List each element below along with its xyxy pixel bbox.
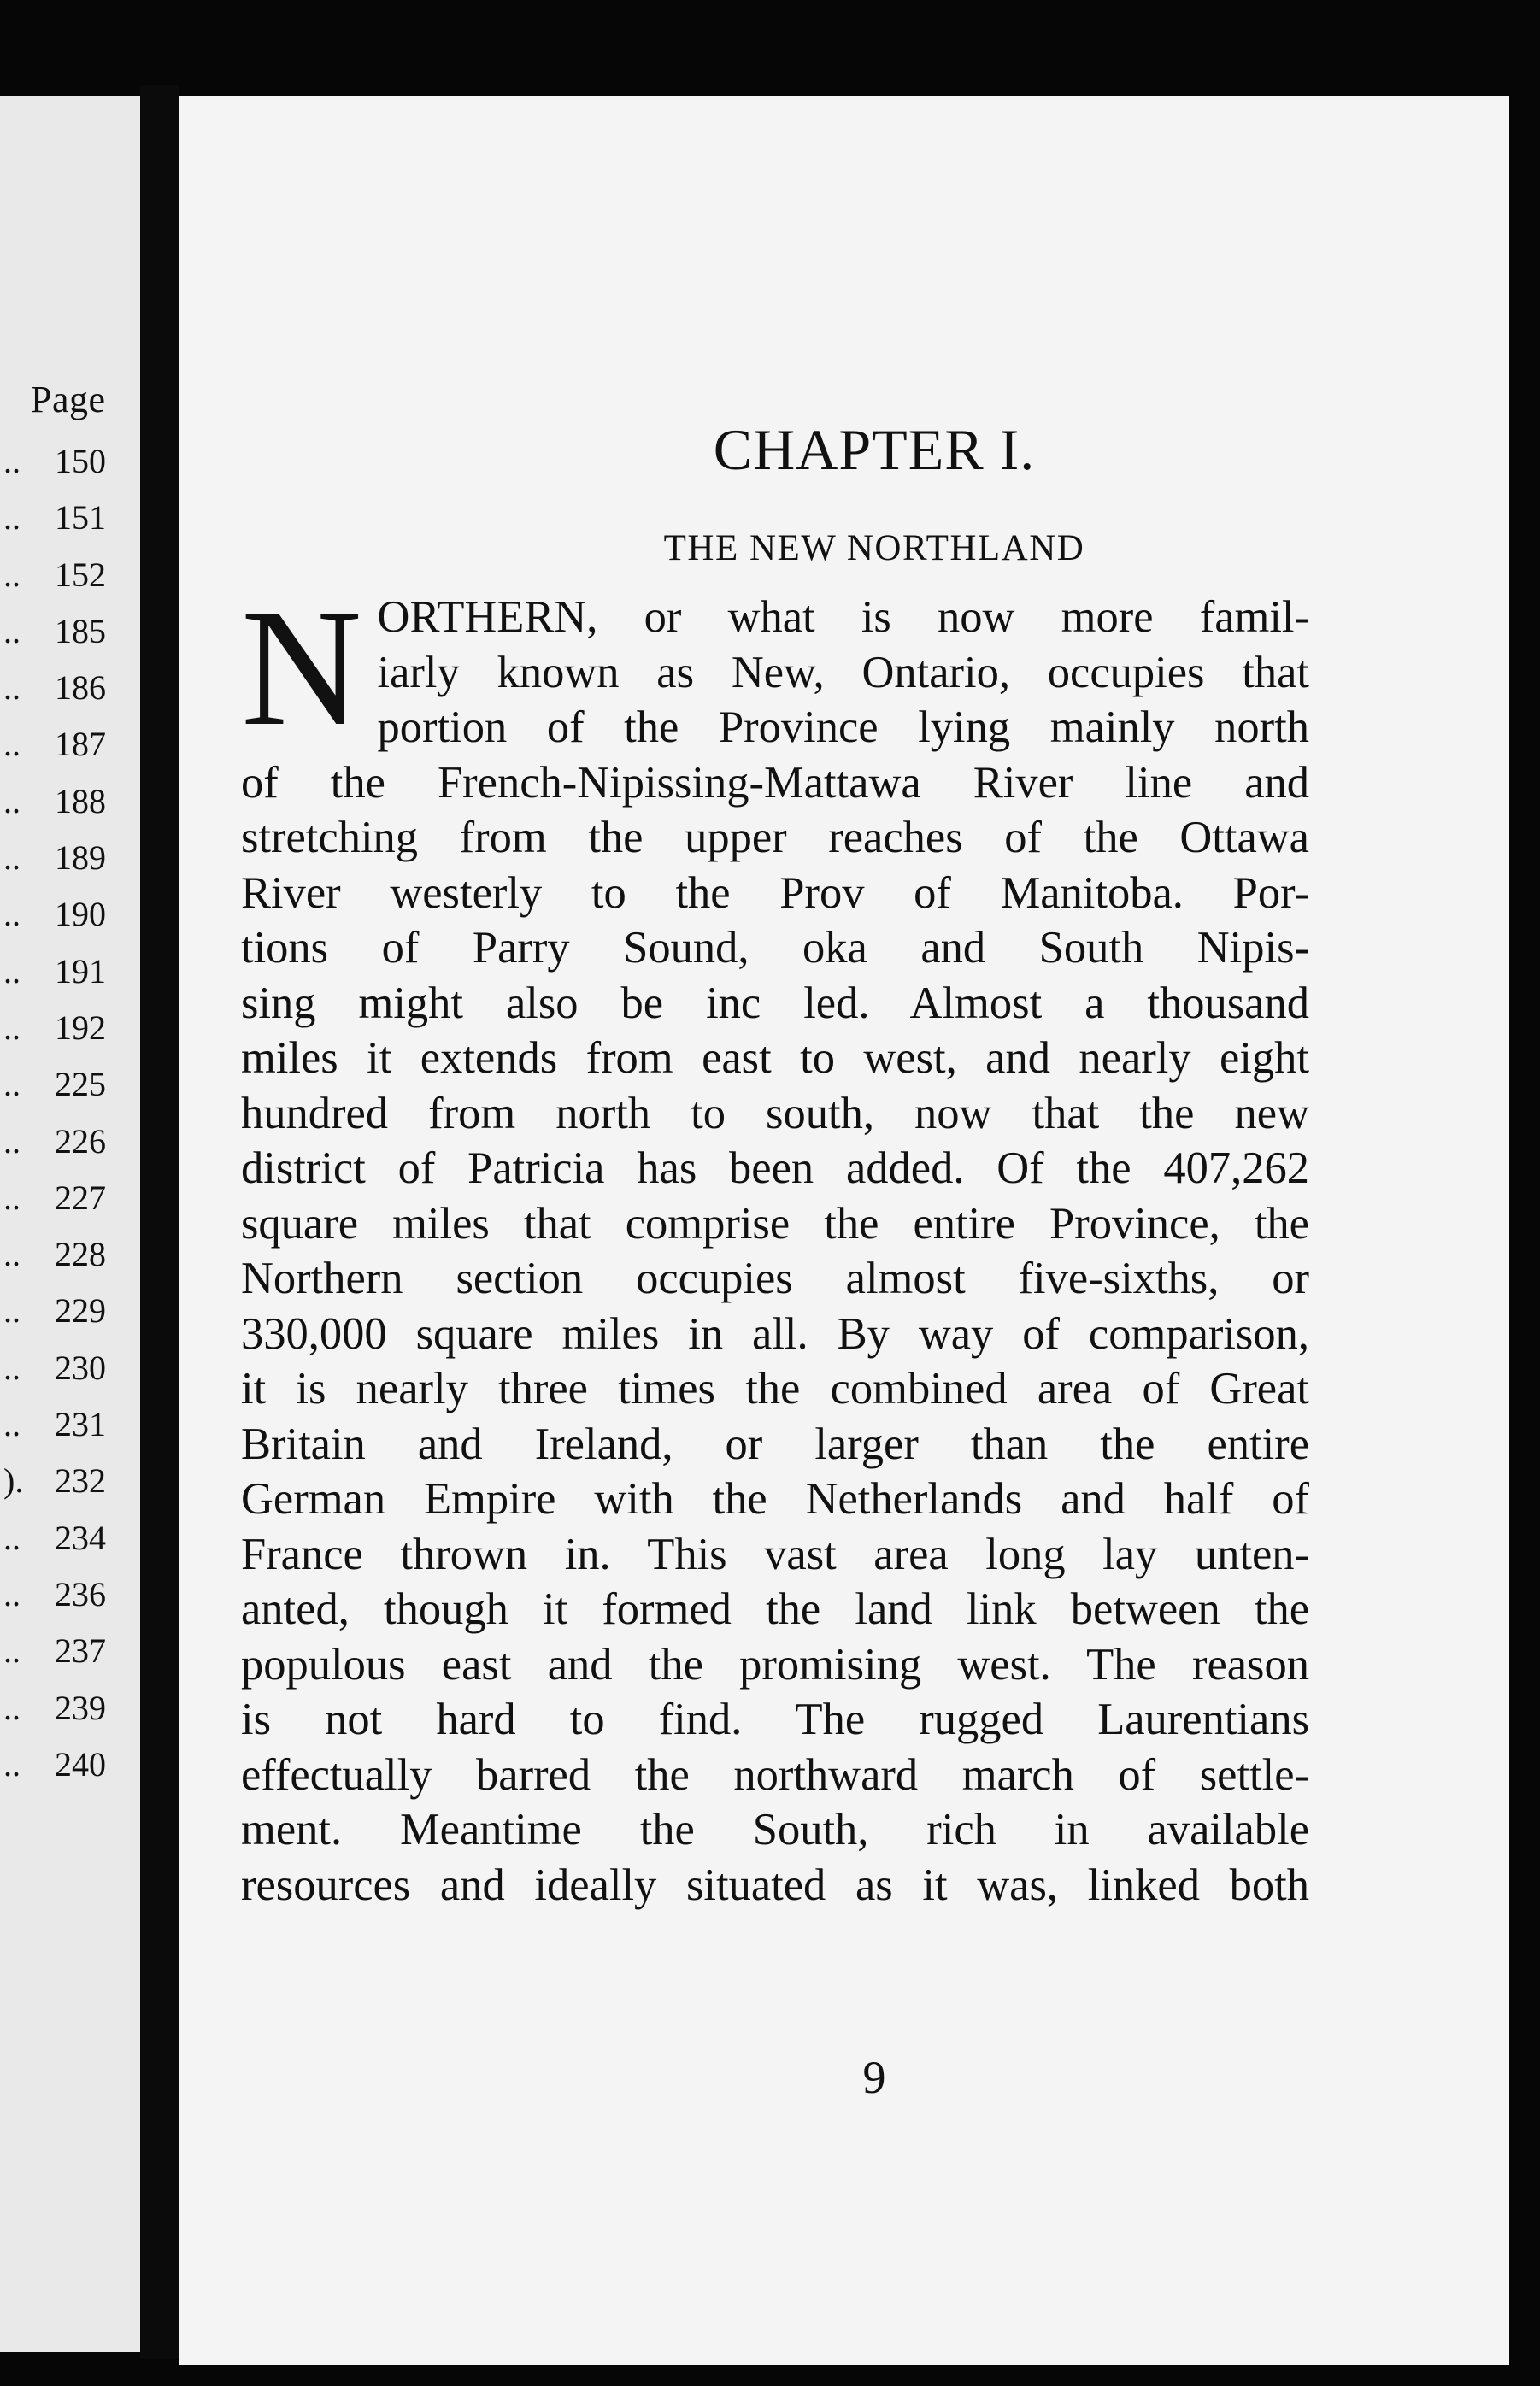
page-number: 228 — [55, 1235, 106, 1274]
page-number: 152 — [55, 555, 106, 594]
text-line: is not hard to find. The rugged Laurentians — [241, 1695, 1309, 1744]
text-line: Northern section occupies almost five-sixths, or — [241, 1254, 1309, 1303]
list-item: .. 234 — [3, 1518, 106, 1557]
list-item: .. 236 — [3, 1574, 106, 1613]
page-number: 192 — [55, 1008, 106, 1047]
text-line: portion of the Province lying mainly north — [377, 702, 1309, 752]
text-line: River westerly to the Prov of Manitoba. Por- — [241, 867, 1309, 918]
list-item: .. 150 — [3, 442, 106, 480]
text-line: stretching from the upper reaches of the Ottawa — [241, 813, 1309, 862]
page-number: 191 — [55, 951, 106, 990]
page-number: 240 — [55, 1744, 106, 1784]
page-number: 189 — [55, 838, 106, 878]
list-item: .. 227 — [3, 1178, 106, 1217]
drop-cap: N — [241, 575, 362, 761]
text-line: iarly known as New, Ontario, occupies that — [377, 647, 1309, 697]
text-line: Britain and Ireland, or larger than the entire — [241, 1419, 1309, 1469]
text-line: anted, though it formed the land link between the — [241, 1584, 1309, 1634]
list-item: .. 230 — [3, 1348, 106, 1387]
page-column-heading: Page — [31, 379, 106, 420]
text-line: France thrown in. This vast area long lay unten- — [241, 1529, 1309, 1579]
page-number: 230 — [55, 1348, 106, 1387]
list-item: .. 225 — [3, 1065, 106, 1104]
list-item: .. 229 — [3, 1291, 106, 1331]
page-number: 186 — [55, 668, 106, 708]
section-title: THE NEW NORTHLAND — [663, 528, 1085, 568]
list-item: .. 152 — [3, 555, 106, 594]
text-line: effectually barred the northward march of settle- — [241, 1749, 1309, 1800]
list-item: .. 239 — [3, 1688, 106, 1727]
page-number: 9 — [862, 2052, 886, 2103]
text-line: populous east and the promising west. The reason — [241, 1639, 1309, 1690]
list-item: ). 232 — [3, 1461, 106, 1501]
page-number: 231 — [55, 1405, 106, 1444]
list-item: .. 228 — [3, 1235, 106, 1274]
text-line: ORTHERN, or what is now more famil- — [377, 592, 1309, 642]
book-gutter — [140, 85, 179, 2359]
list-item: .. 190 — [3, 895, 106, 934]
list-item: .. 187 — [3, 725, 106, 764]
text-line: it is nearly three times the combined area of Great — [241, 1364, 1309, 1413]
list-item: .. 186 — [3, 668, 106, 708]
page-number: 226 — [55, 1121, 106, 1161]
page-number: 237 — [55, 1631, 106, 1671]
list-item: .. 240 — [3, 1744, 106, 1784]
text-line: district of Patricia has been added. Of the 407,262 — [241, 1143, 1309, 1193]
text-line: square miles that comprise the entire Province, the — [241, 1198, 1309, 1249]
chapter-title: CHAPTER I. — [713, 417, 1036, 482]
page-number: 239 — [55, 1688, 106, 1727]
page-number: 234 — [55, 1518, 106, 1557]
page-number: 227 — [55, 1178, 106, 1217]
list-item: .. 188 — [3, 781, 106, 820]
page-number: 229 — [55, 1291, 106, 1331]
list-item: .. 237 — [3, 1631, 106, 1671]
list-item: .. 192 — [3, 1008, 106, 1047]
page-number: 150 — [55, 442, 106, 480]
page-number: 187 — [55, 725, 106, 764]
page-number: 236 — [55, 1574, 106, 1613]
text-line: of the French-Nipissing-Mattawa River line and — [241, 757, 1309, 808]
text-line: tions of Parry Sound, oka and South Nipis- — [241, 923, 1309, 973]
page-number-list — [0, 444, 152, 1804]
text-line: miles it extends from east to west, and nearly eight — [241, 1033, 1309, 1083]
text-line: hundred from north to south, now that the new — [241, 1088, 1309, 1138]
page-number: 190 — [55, 895, 106, 934]
text-line: resources and ideally situated as it was, linked both — [241, 1860, 1309, 1910]
body-text — [241, 575, 1309, 1913]
page-number: 188 — [55, 781, 106, 820]
text-line: ment. Meantime the South, rich in available — [241, 1805, 1309, 1854]
list-item: .. 151 — [3, 498, 106, 538]
text-line: 330,000 square miles in all. By way of comparison, — [241, 1308, 1309, 1359]
list-item: .. 189 — [3, 838, 106, 878]
text-line: German Empire with the Netherlands and half of — [241, 1474, 1309, 1524]
left-page — [0, 96, 152, 2352]
list-item: .. 226 — [3, 1121, 106, 1161]
page-number: 232 — [55, 1461, 106, 1501]
right-page — [179, 96, 1509, 2365]
list-item: .. 231 — [3, 1405, 106, 1444]
list-item: .. 185 — [3, 611, 106, 650]
text-line: sing might also be inc led. Almost a thousand — [241, 978, 1309, 1028]
page-number: 151 — [55, 498, 106, 538]
list-item: .. 191 — [3, 951, 106, 990]
page-number: 225 — [55, 1065, 106, 1104]
page-number: 185 — [55, 611, 106, 650]
